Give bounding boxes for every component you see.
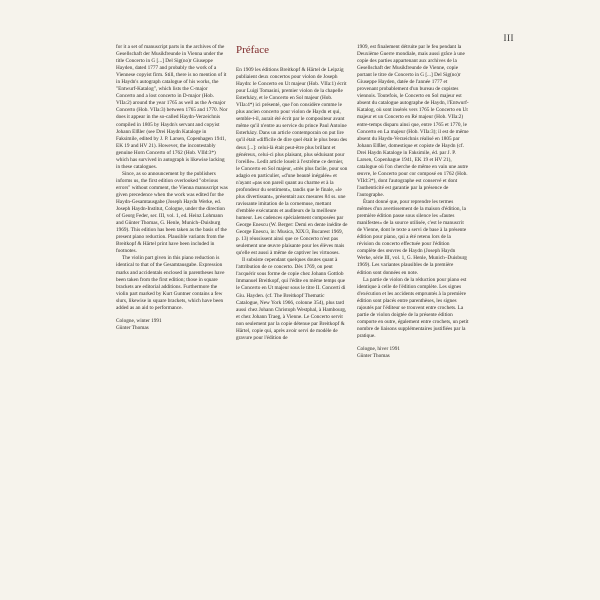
french-text-column-2 <box>357 44 469 360</box>
signature-author: Günter Thomas <box>116 324 149 331</box>
paragraph: Since, as so announcement by the publishers informs us, the first edition overlooked "obvious errors" without comment, the Vienna manuscript was given precedence when the work was edited for the Haydn-Gesamtausgabe (Joseph Haydn Werke, ed. Joseph Haydn-Institut, Cologne, under the direction of Georg Feder, ser. III, vol. 1, ed. Heinz Lohmann and Günter Thomas, G. Henle, Munich–Duisburg 1969). This edition has been taken as the basis of the present piano reduction. Plausible variants from the Breitkopf & Härtel print have been included in footnotes. <box>116 170 228 255</box>
section-heading: Préface <box>236 44 269 56</box>
signature-block <box>357 346 469 360</box>
signature-place-date: Cologne, hiver 1991 <box>357 345 401 352</box>
paragraph: 1909, est finalement détruite par le feu pendant la Deuxième Guerre mondiale, mais aussi grâce à une copie des parties appartenant aux archives de la Gesellschaft der Musikfreunde de Vienne, copie portant le titre de Concerto in G [...] Del Sig(no)r Giuseppe Hayden, datée de l'année 1777 et provenant probablement d'un bureau de copistes viennois. Toutefois, le Concerto en Sol majeur est absent du catalogue autographe de Haydn, l'Entwurf-Katalog, où sont insérés vers 1765 le Concerto en Ut majeur et un Concerto en Ré majeur (Hob. VIIa:2) entre-temps disparu ainsi que, entre 1765 et 1770, le Concerto en La majeur (Hob. VIIa:3); il est de même absent du Haydn-Verzeichnis réalisé en 1805 par Johann Elßler, domestique et copiste de Haydn (cf. Drei Haydn Kataloge in Faksimile, éd. par J. P. Larsen, Copenhague 1941, EK 19 et HV 21), catalogue où l'on cherche de même en vain une autre œuvre, le Concerto pour cor composé en 1762 (Hob. VIId:3*), dont l'autographe est conservé et dont l'authenticité est garantie par la présence de l'autographe. <box>357 44 469 198</box>
signature-author: Günter Thomas <box>357 353 390 360</box>
paragraph: for it a set of manuscript parts in the archives of the Gesellschaft der Musikfreunde in Vienna under the title Concerto in G [...] Del Sig(no)r Giuseppe Hayden, dated 1777 and probably the work of a Viennese copyist firm. Still, there is no mention of it in Haydn's autograph catalogue of his works, the "Entwurf-Katalog", which lists the C-major Concerto and a lost concerto in D-major (Hob. VIIa:2) around the year 1765 as well as the A-major Concerto (Hob. VIIa:3) between 1765 and 1770. Nor does it appear in the so-called Haydn-Verzeichnis compiled in 1805 by Haydn's servant and copyist Johann Elßler (see Drei Haydn Kataloge in Faksimile, edited by J. P. Larsen, Copenhagen 1941, EK 19 and HV 21). However, the incontestably genuine Horn Concerto of 1762 (Hob. VIId:3*) which has survived in autograph is likewise lacking in these catalogues. <box>116 44 228 170</box>
page-number: III <box>503 33 514 43</box>
paragraph: La partie de violon de la réduction pour piano est identique à celle de l'édition complète. Les signes d'exécution et les accidents empruntés à la première édition sont placés entre parenthèses, les signes rajoutés par l'éditeur se trouvent entre crochets. La partie de violon doigtée de la présente édition comporte en outre, également entre crochets, un petit nombre de liaisons supplémentaires justifiées par la pratique. <box>357 276 469 339</box>
paragraph: Il subsiste cependant quelques doutes quant à l'attribution de ce concerto. Dès 1769, on peut l'acquérir sous forme de copie chez Johann Gottlob Immanuel Breitkopf, qui l'édite en même temps que le Concerto en Ut majeur sous le titre II. Concerti di Giu. Hayden. (cf. The Breitkopf Thematic Catalogue, New York 1966, colonne 354), plus tard aussi chez Johann Christoph Westphal, à Hambourg, et chez Johann Traeg, à Vienne. Le Concerto servit non seulement par la copie détenue par Breitkopf & Härtel, copie qui, après avoir servi de modèle de gravure pour l'édition de <box>236 257 347 341</box>
signature-place-date: Cologne, winter 1991 <box>116 317 162 324</box>
paragraph: En 1909 les éditions Breitkopf & Härtel de Leipzig publiaient deux concertos pour violon de Joseph Haydn: le Concerto en Ut majeur (Hob. VIIa:1) écrit pour Luigi Tomasini, premier violon de la chapelle Esterházy, et le Concerto en Sol majeur (Hob. VIIa:4*) ici présenté, que l'on considère comme le plus ancien concerto pour violon de Haydn et qui, semble-t-il, aurait été écrit par le compositeur avant même qu'il n'entre au service du prince Paul Antoine Esterházy. Dans un article contemporain on put lire qu'il était «difficile de dire quel était le plus beau des deux [...]: celui-là était peut-être plus brillant et généreux, celui-ci plus plaisant, plus séduisant pour l'oreille». Ledit article loueit à l'extrême ce dernier, le Concerto en Sol majeur, «très plus facile, pour son adagio en particulier, «d'une beauté inégalée» et n'ayant «pas son pareil quant au charme et à la profondeur du sentiment», tandis que le finale, «le plus divertissant», présentait aux mesures 84 ss. une ravissante imitation de la cornemuse, mettant d'emblée exécutants et auditeurs de la meilleure humeur. Les cadences spécialement composées par George Enescu (W. Berger: Demi en dente inédite de George Enescu, in: Musica, XIX/3, Bucarest 1969, p. 13) réussissent ainsi que ce Concerto n'est pas seulement une œuvre plaisante pour les élèves mais qu'elle est aussi à même de captiver les virtuoses. <box>236 67 348 257</box>
paragraph: Étant donné que, pour reprendre les termes mêmes d'un avertissement de la maison d'édition, la première édition passe sous silence les «fautes manifestes» de la source utilisée, c'est le manuscrit de Vienne, dont le texte a servi de base à la présente édition pour piano, qui a été retenu lors de la révision du concerto effectuée pour l'édition complète des œuvres de Haydn (Joseph Haydn Werke, série III, vol. 1, G. Henle, Munich–Duisburg 1969). Les variantes plausibles de la première édition sont données en note. <box>357 199 467 276</box>
paragraph: The violin part given in this piano reduction is identical to that of the Gesamtausgabe. Expression marks and accidentals enclosed in parentheses have been taken from the first edition; those in square brackets are editorial additions. Furthermore the violin part marked by Kurt Guntner contains a few slurs, likewise in square brackets, which have been added as an aid to performance. <box>116 255 225 311</box>
english-text-column <box>116 44 228 332</box>
signature-block <box>116 318 228 332</box>
french-text-column-1 <box>236 44 348 342</box>
